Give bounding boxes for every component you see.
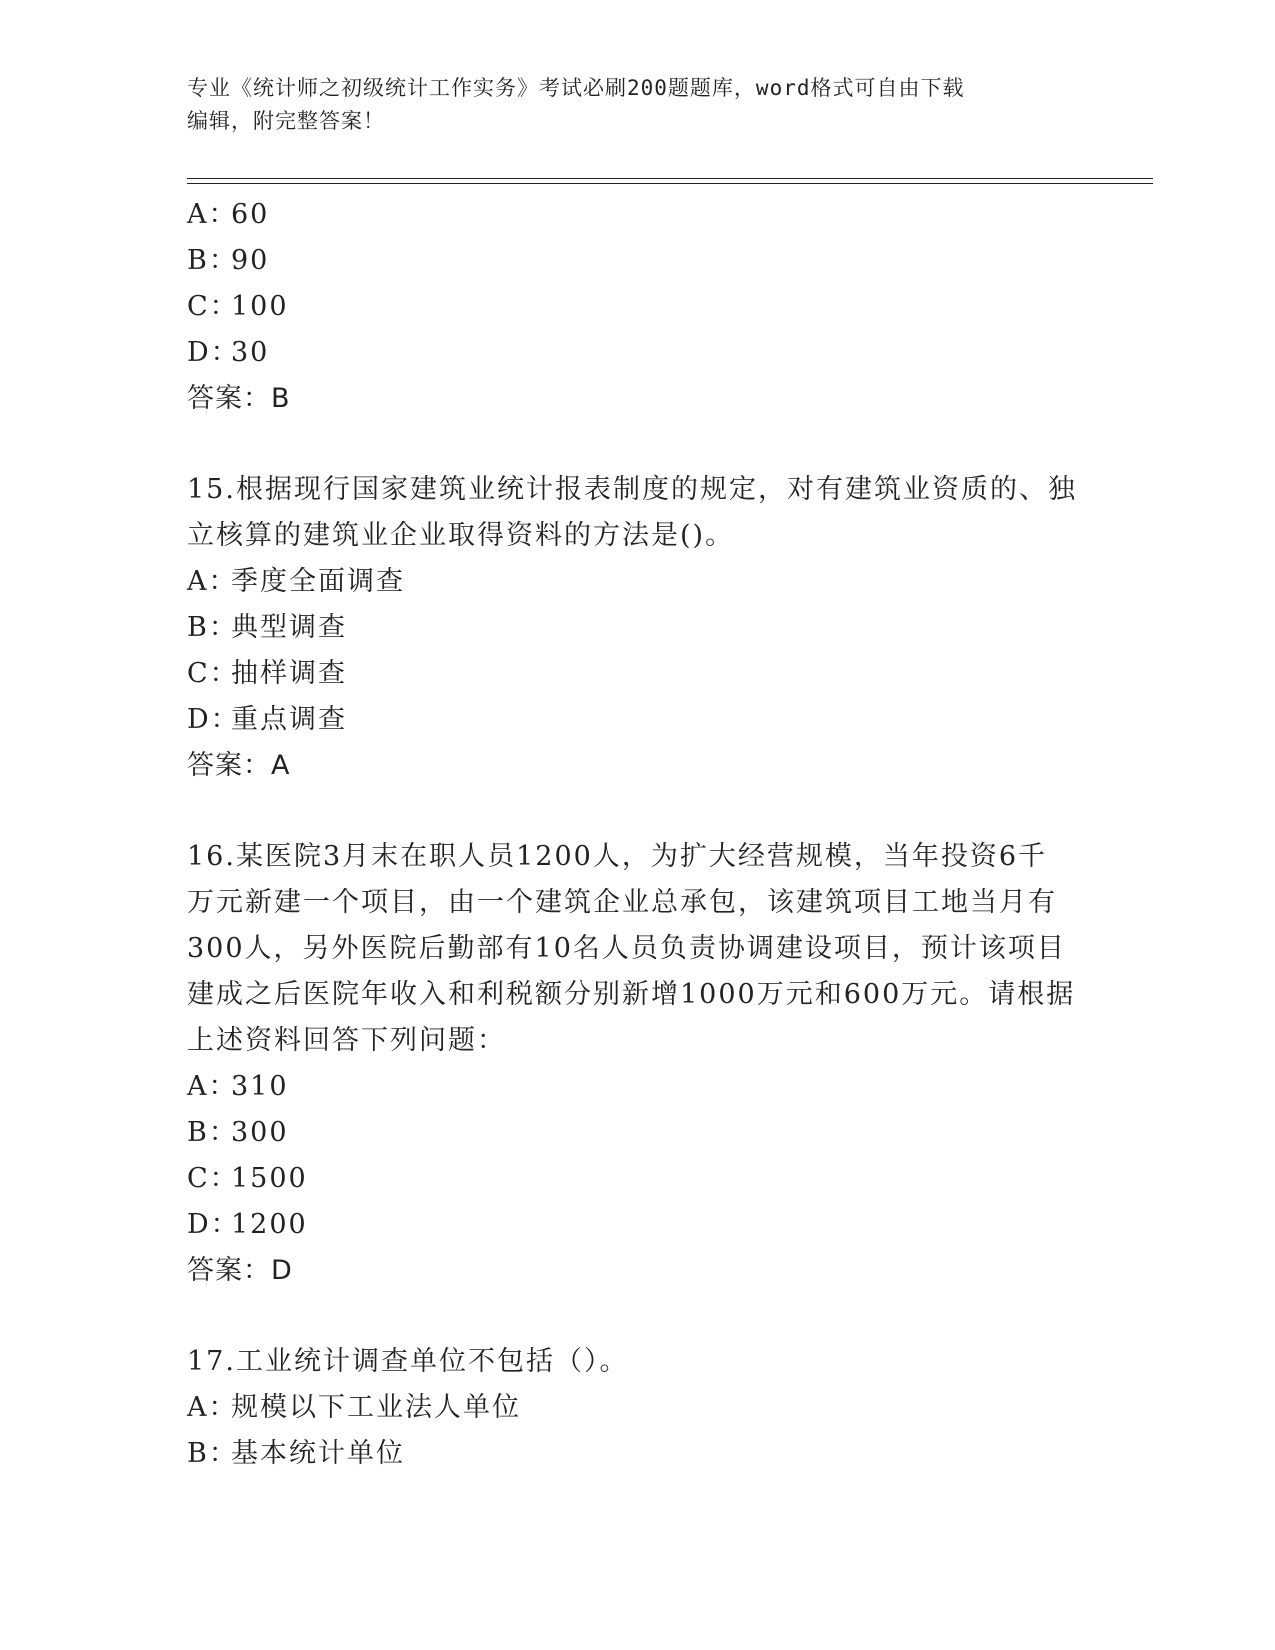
- option-c: [187, 284, 1087, 330]
- question-stem-line: 万元新建一个项目，由一个建筑企业总承包，该建筑项目工地当月有: [187, 887, 1057, 918]
- question-stem-line: 上述资料回答下列问题：: [187, 1025, 506, 1056]
- question-stem-line: 17.工业统计调查单位不包括（）。: [187, 1346, 629, 1377]
- option-c: [187, 651, 1087, 697]
- header-divider-top: [187, 178, 1153, 179]
- option-d: [187, 330, 1087, 376]
- header-line-1: 专业《统计师之初级统计工作实务》考试必刷200题题库，word格式可自由下载: [187, 76, 965, 100]
- question-stem-line: 立核算的建筑业企业取得资料的方法是()。: [187, 520, 735, 551]
- option-label: A：: [187, 1392, 238, 1423]
- option-label: B：: [187, 1438, 238, 1469]
- option-text: 规模以下工业法人单位: [231, 1392, 521, 1423]
- option-label: A：: [187, 1071, 238, 1102]
- option-label: A：: [187, 199, 238, 230]
- option-b: [187, 238, 1087, 284]
- option-c: [187, 1156, 1087, 1202]
- option-label: B：: [187, 1117, 238, 1148]
- option-label: C：: [187, 658, 239, 689]
- option-text: 1200: [231, 1209, 308, 1240]
- option-d: [187, 697, 1087, 743]
- question-17: [187, 1339, 1087, 1477]
- question-list: [187, 192, 1087, 1477]
- question-stem-line: 15.根据现行国家建筑业统计报表制度的规定，对有建筑业资质的、独: [187, 474, 1077, 505]
- option-text: 典型调查: [231, 612, 347, 643]
- answer-line: 答案：B: [187, 383, 291, 414]
- option-text: 100: [231, 291, 289, 322]
- option-b: [187, 605, 1087, 651]
- option-a: [187, 1064, 1087, 1110]
- spacer: [187, 789, 1087, 834]
- option-label: D：: [187, 337, 240, 368]
- question-stem-line: 建成之后医院年收入和利税额分别新增1000万元和600万元。请根据: [187, 979, 1076, 1010]
- spacer: [187, 422, 1087, 467]
- spacer: [187, 1294, 1087, 1339]
- header-divider-bottom: [187, 183, 1153, 184]
- option-text: 季度全面调查: [231, 566, 405, 597]
- option-a: [187, 1385, 1087, 1431]
- option-label: B：: [187, 245, 238, 276]
- question-15: [187, 467, 1087, 789]
- option-text: 310: [231, 1071, 289, 1102]
- option-d: [187, 1202, 1087, 1248]
- option-label: A：: [187, 566, 238, 597]
- document-header: [187, 72, 1067, 138]
- option-text: 抽样调查: [231, 658, 347, 689]
- question-14: [187, 192, 1087, 422]
- question-stem-line: 300人，另外医院后勤部有10名人员负责协调建设项目，预计该项目: [187, 933, 1066, 964]
- option-label: D：: [187, 1209, 240, 1240]
- option-label: B：: [187, 612, 238, 643]
- answer-line: 答案：D: [187, 1255, 293, 1286]
- option-label: C：: [187, 291, 239, 322]
- option-text: 90: [231, 245, 270, 276]
- option-text: 1500: [231, 1163, 308, 1194]
- option-a: [187, 192, 1087, 238]
- question-16: [187, 834, 1087, 1294]
- option-b: [187, 1110, 1087, 1156]
- option-label: D：: [187, 704, 240, 735]
- option-text: 重点调查: [231, 704, 347, 735]
- option-text: 300: [231, 1117, 289, 1148]
- option-label: C：: [187, 1163, 239, 1194]
- option-text: 60: [231, 199, 270, 230]
- question-stem-line: 16.某医院3月末在职人员1200人，为扩大经营规模，当年投资6千: [187, 841, 1048, 872]
- option-b: [187, 1431, 1087, 1477]
- answer-line: 答案：A: [187, 750, 291, 781]
- option-text: 30: [231, 337, 270, 368]
- header-line-2: 编辑，附完整答案！: [187, 109, 385, 133]
- option-text: 基本统计单位: [231, 1438, 405, 1469]
- option-a: [187, 559, 1087, 605]
